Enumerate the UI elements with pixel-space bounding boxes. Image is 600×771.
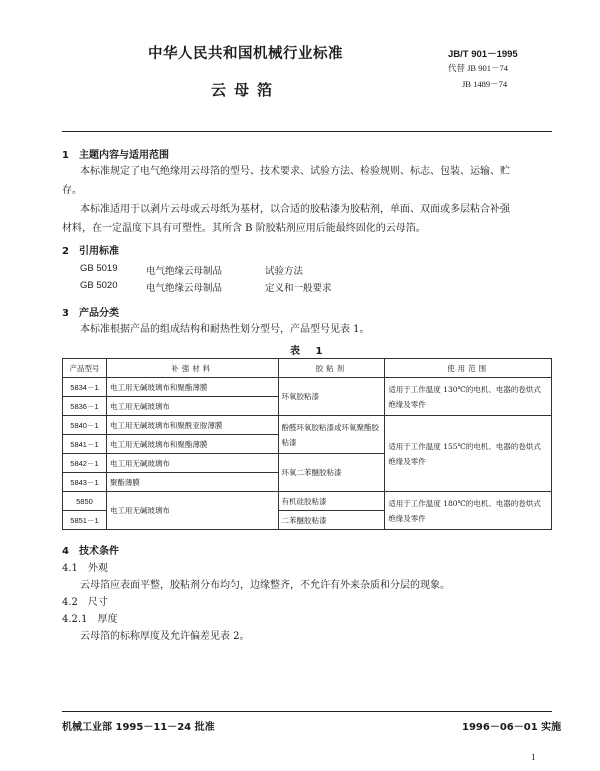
section-3-heading: 3 产品分类 — [62, 308, 119, 319]
footer-divider — [62, 711, 552, 712]
model-cell: 5836－1 — [63, 397, 107, 416]
use-cell: 适用于工作温度 155℃的电机、电器的卷烘式绝缘及零件 — [385, 416, 552, 492]
reinforce-cell: 电工用无碱玻璃布 — [106, 397, 278, 416]
reinforce-cell: 电工用无碱玻璃布 — [106, 492, 278, 530]
subsection-4-1-heading: 4.1 外观 — [62, 563, 108, 574]
use-cell: 适用于工作温度 180℃的电机、电器的卷烘式绝缘及零件 — [385, 492, 552, 530]
reinforce-cell: 电工用无碱玻璃布 — [106, 454, 278, 473]
document-title: 云母箔 — [211, 81, 281, 99]
organization-title: 中华人民共和国机械行业标准 — [148, 46, 343, 62]
adhesive-cell: 有机硅胶粘漆 — [278, 492, 385, 511]
table-1 — [62, 358, 552, 530]
table-row — [63, 416, 552, 435]
implementation-date: 1996－06－01 实施 — [462, 722, 562, 733]
subsection-4-2-1-heading: 4.2.1 厚度 — [62, 614, 118, 625]
standard-number: JB/T 901－1995 — [448, 49, 518, 60]
reinforce-cell: 电工用无碱玻璃布和聚酯薄膜 — [106, 435, 278, 454]
section-1-para-1-line-2: 存。 — [62, 185, 82, 196]
section-1-para-2-line-1: 本标准适用于以剥片云母或云母纸为基材，以合适的胶粘漆为胶粘剂，单面、双面或多层粘合补强 — [80, 204, 510, 215]
table-1-caption: 表 1 — [290, 346, 329, 357]
section-2-heading: 2 引用标准 — [62, 246, 119, 257]
header-adhesive: 胶粘剂 — [278, 359, 385, 378]
page-number: 1 — [531, 752, 536, 762]
section-1-heading: 1 主题内容与适用范围 — [62, 150, 169, 161]
header-model: 产品型号 — [63, 359, 107, 378]
adhesive-cell: 二苯醚胶粘漆 — [278, 511, 385, 530]
model-cell: 5851－1 — [63, 511, 107, 530]
model-cell: 5843－1 — [63, 473, 107, 492]
subsection-4-2-heading: 4.2 尺寸 — [62, 597, 108, 608]
approval-date: 机械工业部 1995－11－24 批准 — [62, 722, 215, 733]
adhesive-cell: 酚醛环氧胶粘漆或环氧聚酯胶粘漆 — [278, 416, 385, 454]
header-reinforce: 补强材料 — [106, 359, 278, 378]
use-cell: 适用于工作温度 130℃的电机、电器的卷烘式绝缘及零件 — [385, 378, 552, 416]
adhesive-cell: 环氧二苯醚胶粘漆 — [278, 454, 385, 492]
reinforce-cell: 电工用无碱玻璃布和聚酰亚胺薄膜 — [106, 416, 278, 435]
subsection-4-1-para: 云母箔应表面平整，胶粘剂分布均匀，边缘整齐，不允许有外来杂质和分层的现象。 — [80, 580, 450, 591]
reinforce-cell: 聚酯薄膜 — [106, 473, 278, 492]
table-header-row — [63, 359, 552, 378]
adhesive-cell: 环氧胶粘漆 — [278, 378, 385, 416]
section-4-heading: 4 技术条件 — [62, 546, 119, 557]
header-divider — [62, 131, 552, 132]
section-1-para-2-line-2: 材料，在一定温度下具有可塑性。其所含 B 阶胶粘剂应用后能最终固化的云母箔。 — [62, 223, 426, 234]
model-cell: 5850 — [63, 492, 107, 511]
ref-2-code: GB 5020 — [80, 280, 118, 291]
replaces-standard-2: JB 1489－74 — [462, 79, 508, 89]
ref-2-part: 定义和一般要求 — [265, 283, 332, 294]
replaces-standard-1: 代替 JB 901－74 — [448, 63, 508, 73]
table-row — [63, 378, 552, 397]
subsection-4-2-1-para: 云母箔的标称厚度及允许偏差见表 2。 — [80, 631, 250, 642]
model-cell: 5840－1 — [63, 416, 107, 435]
header-use: 使用范围 — [385, 359, 552, 378]
table-row — [63, 492, 552, 511]
ref-1-part: 试验方法 — [265, 266, 304, 277]
section-1-para-1-line-1: 本标准规定了电气绝缘用云母箔的型号、技术要求、试验方法、检验规则、标志、包装、运输、贮 — [80, 166, 510, 177]
model-cell: 5834－1 — [63, 378, 107, 397]
reinforce-cell: 电工用无碱玻璃布和聚酯薄膜 — [106, 378, 278, 397]
ref-1-code: GB 5019 — [80, 263, 118, 274]
ref-2-name: 电气绝缘云母制品 — [146, 283, 223, 294]
model-cell: 5842－1 — [63, 454, 107, 473]
model-cell: 5841－1 — [63, 435, 107, 454]
section-3-para: 本标准根据产品的组成结构和耐热性划分型号，产品型号见表 1。 — [80, 324, 370, 335]
ref-1-name: 电气绝缘云母制品 — [146, 266, 223, 277]
